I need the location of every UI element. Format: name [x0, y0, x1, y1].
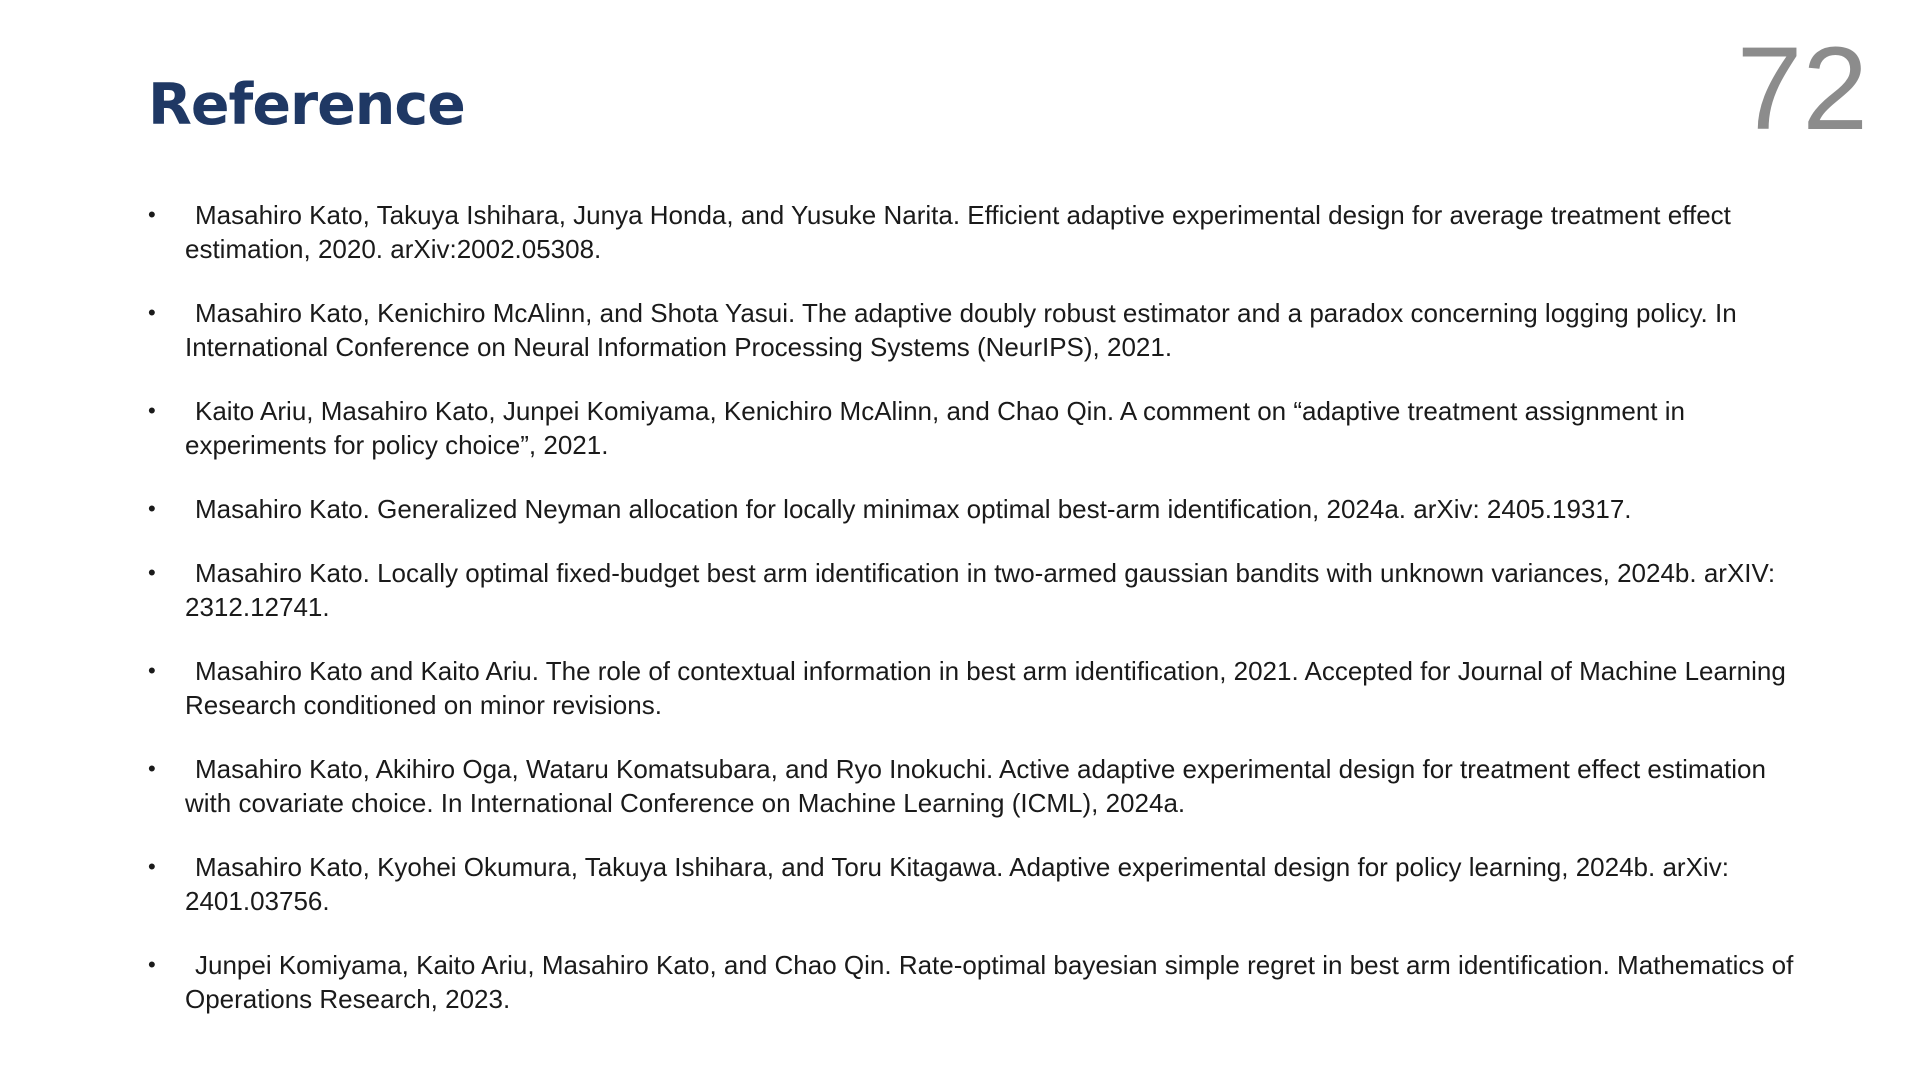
reference-text: Junpei Komiyama, Kaito Ariu, Masahiro Kato, and Chao Qin. Rate-optimal bayesian simple regret in best arm identification. Mathematics of Operations Research, 2023. — [185, 950, 1794, 1014]
reference-text: Masahiro Kato and Kaito Ariu. The role of contextual information in best arm identification, 2021. Accepted for Journal of Machine Learning Research conditioned on minor revisions. — [185, 656, 1786, 720]
bullet-icon: • — [148, 756, 156, 781]
bullet-icon: • — [148, 496, 156, 521]
page-number: 72 — [1736, 23, 1868, 155]
reference-item — [148, 654, 1808, 722]
reference-text: Kaito Ariu, Masahiro Kato, Junpei Komiyama, Kenichiro McAlinn, and Chao Qin. A comment on “adaptive treatment assignment in experiments for policy choice”, 2021. — [185, 396, 1685, 460]
reference-item — [148, 394, 1808, 462]
bullet-icon: • — [148, 952, 156, 977]
bullet-icon: • — [148, 398, 156, 423]
reference-item — [148, 850, 1808, 918]
reference-item — [148, 556, 1808, 624]
bullet-icon: • — [148, 854, 156, 879]
reference-item — [148, 752, 1808, 820]
bullet-icon: • — [148, 658, 156, 683]
reference-text: Masahiro Kato, Kenichiro McAlinn, and Shota Yasui. The adaptive doubly robust estimator and a paradox concerning logging policy. In International Conference on Neural Information Processing Systems (NeurIPS), 2021. — [185, 298, 1737, 362]
reference-item — [148, 492, 1808, 526]
bullet-icon: • — [148, 560, 156, 585]
reference-text: Masahiro Kato, Kyohei Okumura, Takuya Ishihara, and Toru Kitagawa. Adaptive experimental design for policy learning, 2024b. arXiv: 2401.03756. — [185, 852, 1729, 916]
reference-text: Masahiro Kato. Locally optimal fixed-budget best arm identification in two-armed gaussian bandits with unknown variances, 2024b. arXIV: 2312.12741. — [185, 558, 1776, 622]
bullet-icon: • — [148, 202, 156, 227]
reference-item — [148, 948, 1808, 1016]
reference-text: Masahiro Kato, Akihiro Oga, Wataru Komatsubara, and Ryo Inokuchi. Active adaptive experimental design for treatment effect estimation with covariate choice. In International Conference on Machine Learning (ICML), 2024a. — [185, 754, 1766, 818]
slide-title: Reference — [148, 72, 465, 138]
reference-item — [148, 296, 1808, 364]
reference-text: Masahiro Kato. Generalized Neyman allocation for locally minimax optimal best-arm identification, 2024a. arXiv: 2405.19317. — [195, 494, 1632, 524]
reference-item — [148, 198, 1808, 266]
bullet-icon: • — [148, 300, 156, 325]
reference-text: Masahiro Kato, Takuya Ishihara, Junya Honda, and Yusuke Narita. Efficient adaptive experimental design for average treatment effect estimation, 2020. arXiv:2002.05308. — [185, 200, 1731, 264]
reference-list — [148, 198, 1808, 1046]
